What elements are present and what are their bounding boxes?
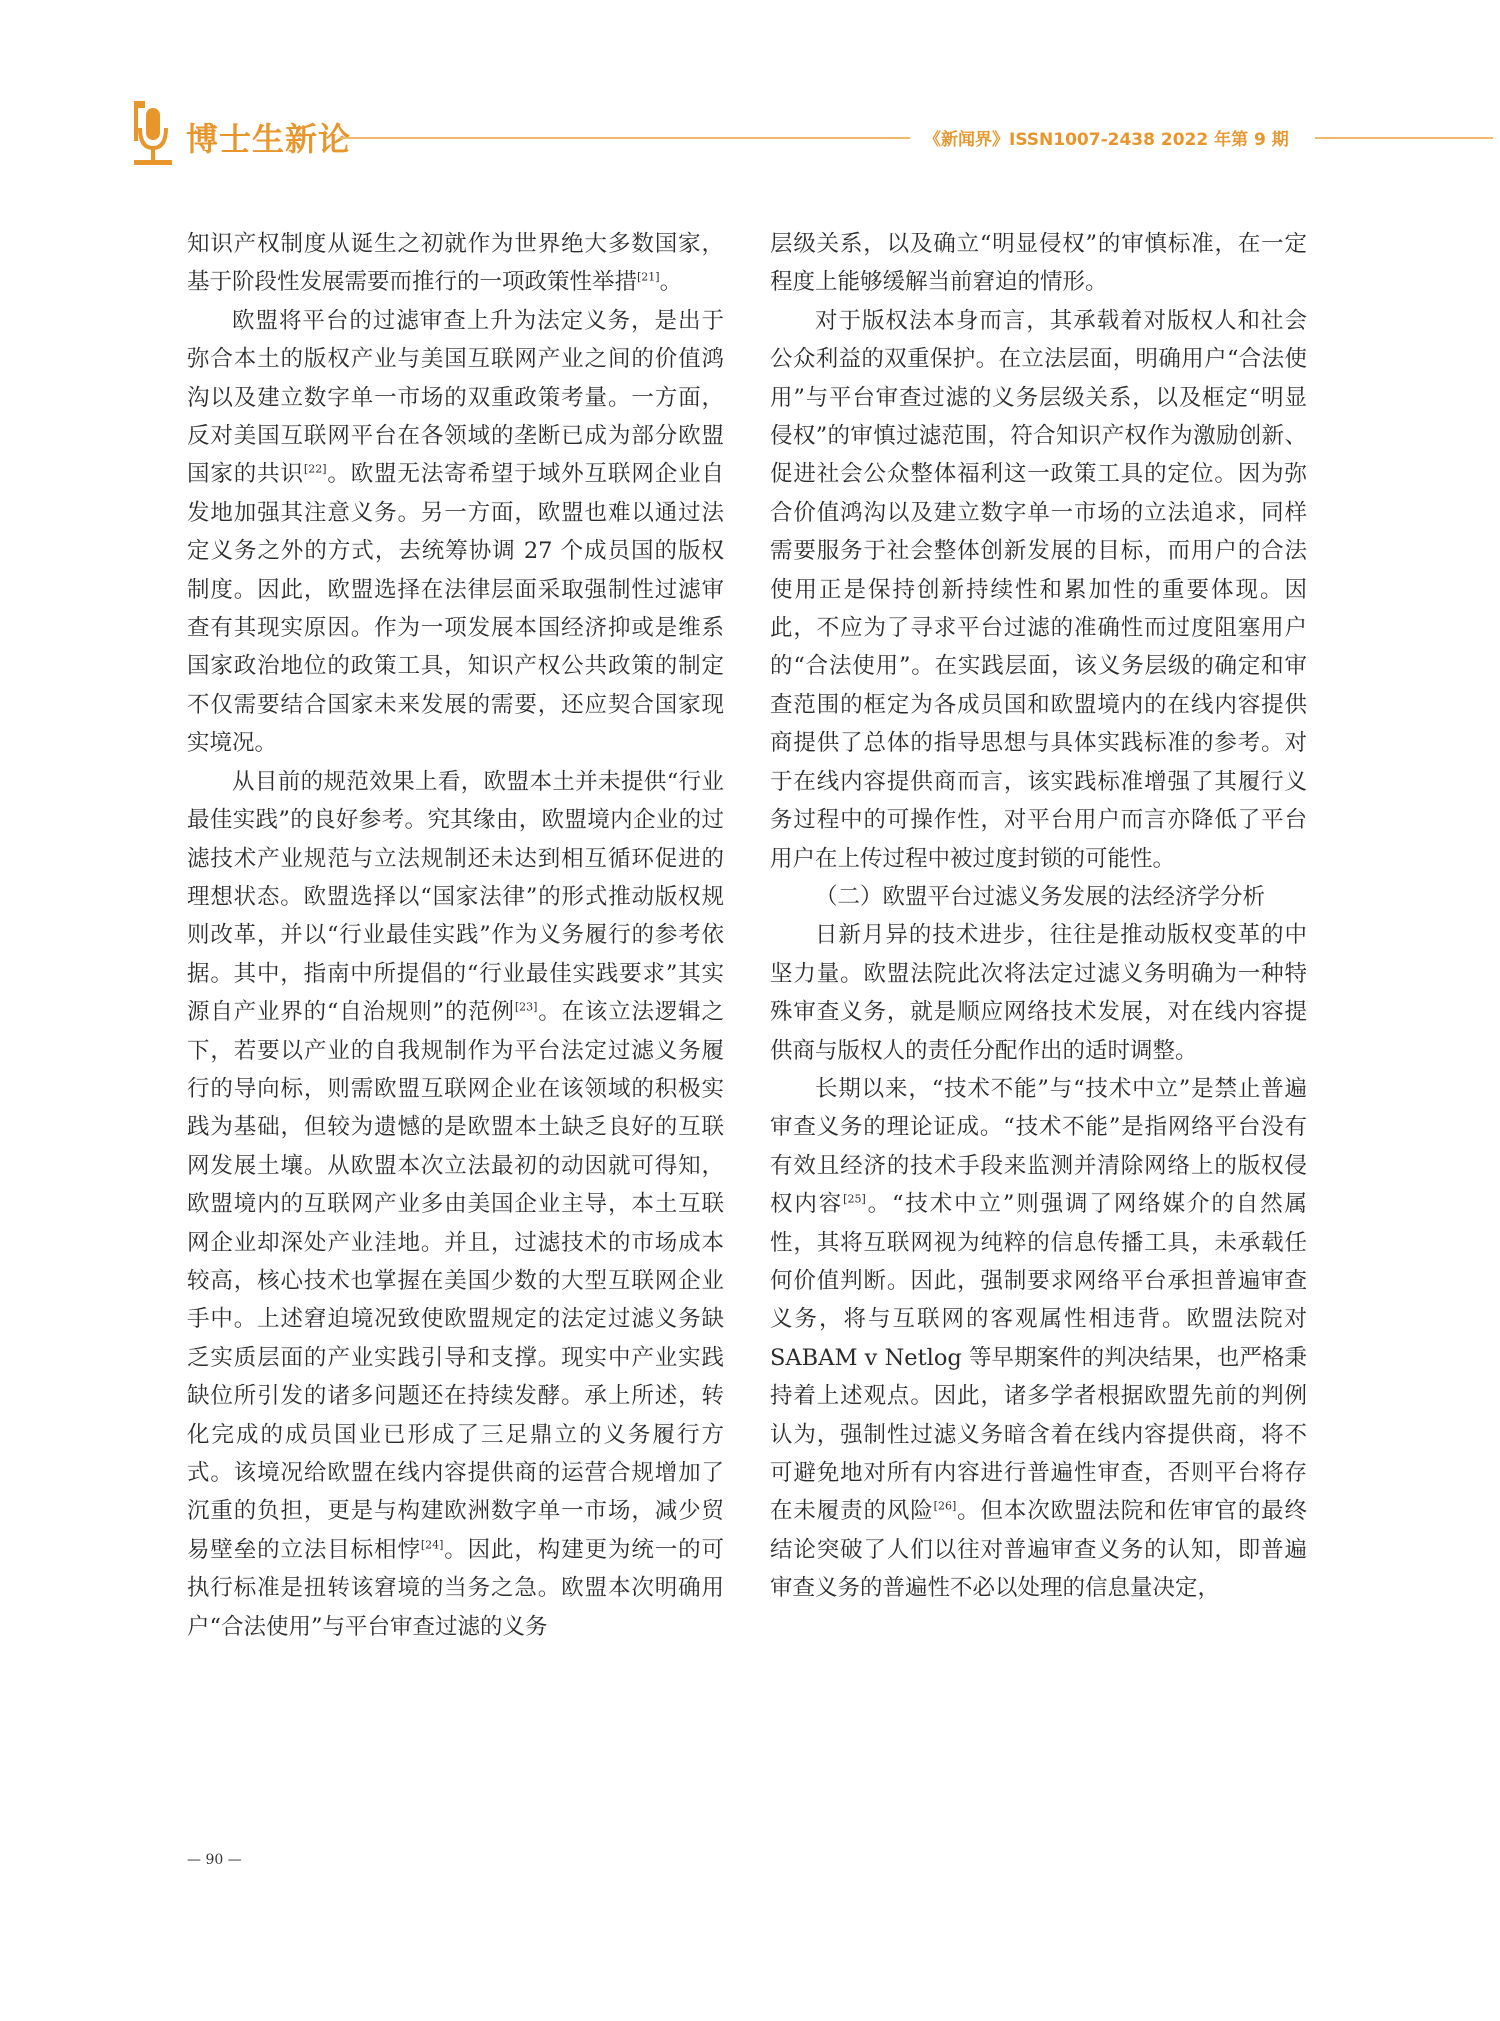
right-text-column bbox=[770, 225, 1307, 1608]
citation-marker: [24] bbox=[420, 1538, 444, 1552]
microphone-logo-icon bbox=[130, 98, 176, 170]
paragraph-text: 日新月异的技术进步，往往是推动版权变革的中坚力量。欧盟法院此次将法定过滤义务明确为一种特殊审查义务，就是顺应网络技术发展，对在线内容提供商与版权人的责任分配作出的适时调整。 bbox=[770, 922, 1307, 1064]
left-text-column bbox=[187, 225, 724, 1646]
citation-marker: [23] bbox=[514, 1000, 538, 1014]
paragraph-text: 长期以来，“技术不能”与“技术中立”是禁止普遍审查义务的理论证成。“技术不能”是指网络平台没有有效且经济的技术手段来监测并清除网络上的版权侵权内容 bbox=[770, 1075, 1307, 1218]
paragraph-text: 知识产权制度从诞生之初就作为世界绝大多数国家，基于阶段性发展需要而推行的一项政策性举措 bbox=[187, 231, 724, 296]
header-rule-left bbox=[340, 137, 910, 139]
paragraph-text: 对于版权法本身而言，其承载着对版权人和社会公众利益的双重保护。在立法层面，明确用户“合法使用”与平台审查过滤的义务层级关系，以及框定“明显侵权”的审慎过滤范围，符合知识产权作为激励创新、促进社会公众整体福利这一政策工具的定位。因为弥合价值鸿沟以及建立数字单一市场的立法追求，同样需要服务于社会整体创新发展的目标，而用户的合法使用正是保持创新持续性和累加性的重要体现。因此，不应为了寻求平台过滤的准确性而过度阻塞用户的“合法使用”。在实践层面，该义务层级的确定和审查范围的框定为各成员国和欧盟境内的在线内容提供商提供了总体的指导思想与具体实践标准的参考。对于在线内容提供商而言，该实践标准增强了其履行义务过程中的可操作性，对平台用户而言亦降低了平台用户在上传过程中被过度封锁的可能性。 bbox=[770, 307, 1307, 872]
body-paragraph bbox=[770, 1070, 1307, 1608]
paragraph-text: （二）欧盟平台过滤义务发展的法经济学分析 bbox=[815, 883, 1266, 910]
journal-info: 《新闻界》ISSN1007-2438 2022 年第 9 期 bbox=[924, 130, 1289, 150]
body-paragraph bbox=[770, 302, 1307, 878]
body-paragraph bbox=[770, 916, 1307, 1070]
header-rule-right bbox=[1315, 137, 1493, 139]
body-paragraph bbox=[770, 225, 1307, 302]
paragraph-text: 。 bbox=[659, 269, 683, 296]
body-paragraph bbox=[770, 878, 1307, 916]
body-paragraph bbox=[187, 225, 724, 302]
paragraph-text: 。因此，构建更为统一的可执行标准是扭转该窘境的当务之急。欧盟本次明确用户“合法使用”与平台审查过滤的义务 bbox=[187, 1536, 724, 1640]
paragraph-text: 。“技术中立”则强调了网络媒介的自然属性，其将互联网视为纯粹的信息传播工具，未承载任何价值判断。因此，强制要求网络平台承担普遍审查义务，将与互联网的客观属性相违背。欧盟法院对 SABAM v Netlog 等早期案件的判决结果，也严格秉持着上述观点。因此，诸多学者根据欧盟先前的判例认为，强制性过滤义务暗含着在线内容提供商，将不可避免地对所有内容进行普遍性审查，否则平台将存在未履责的风险 bbox=[770, 1191, 1307, 1525]
paragraph-text: 。欧盟无法寄希望于域外互联网企业自发地加强其注意义务。另一方面，欧盟也难以通过法定义务之外的方式，去统筹协调 27 个成员国的版权制度。因此，欧盟选择在法律层面采取强制性过滤审查有其现实原因。作为一项发展本国经济抑或是维系国家政治地位的政策工具，知识产权公共政策的制定不仅需要结合国家未来发展的需要，还应契合国家现实境况。 bbox=[187, 461, 724, 757]
paragraph-text: 欧盟将平台的过滤审查上升为法定义务，是出于弥合本土的版权产业与美国互联网产业之间的价值鸿沟以及建立数字单一市场的双重政策考量。一方面，反对美国互联网平台在各领域的垄断已成为部分欧盟国家的共识 bbox=[187, 307, 724, 488]
citation-marker: [21] bbox=[637, 270, 660, 284]
paragraph-text: 。但本次欧盟法院和佐审官的最终结论突破了人们以往对普遍审查义务的认知，即普遍审查义务的普遍性不必以处理的信息量决定， bbox=[770, 1498, 1307, 1602]
page-number: — 90 — bbox=[187, 1852, 242, 1868]
paragraph-text: 层级关系，以及确立“明显侵权”的审慎标准，在一定程度上能够缓解当前窘迫的情形。 bbox=[770, 231, 1307, 296]
citation-marker: [26] bbox=[933, 1499, 957, 1513]
citation-marker: [22] bbox=[303, 462, 327, 476]
body-paragraph bbox=[187, 763, 724, 1646]
paragraph-text: 。在该立法逻辑之下，若要以产业的自我规制作为平台法定过滤义务履行的导向标，则需欧盟互联网企业在该领域的积极实践为基础，但较为遗憾的是欧盟本土缺乏良好的互联网发展土壤。从欧盟本次立法最初的动因就可得知，欧盟境内的互联网产业多由美国企业主导，本土互联网企业却深处产业洼地。并且，过滤技术的市场成本较高，核心技术也掌握在美国少数的大型互联网企业手中。上述窘迫境况致使欧盟规定的法定过滤义务缺乏实质层面的产业实践引导和支撑。现实中产业实践缺位所引发的诸多问题还在持续发酵。承上所述，转化完成的成员国业已形成了三足鼎立的义务履行方式。该境况给欧盟在线内容提供商的运营合规增加了沉重的负担，更是与构建欧洲数字单一市场，减少贸易壁垒的立法目标相悖 bbox=[187, 999, 724, 1563]
body-paragraph bbox=[187, 302, 724, 763]
citation-marker: [25] bbox=[843, 1192, 866, 1206]
column-title: 博士生新论 bbox=[186, 120, 352, 158]
paragraph-text: 从目前的规范效果上看，欧盟本土并未提供“行业最佳实践”的良好参考。究其缘由，欧盟境内企业的过滤技术产业规范与立法规制还未达到相互循环促进的理想状态。欧盟选择以“国家法律”的形式推动版权规则改革，并以“行业最佳实践”作为义务履行的参考依据。其中，指南中所提倡的“行业最佳实践要求”其实源自产业界的“自治规则”的范例 bbox=[187, 768, 724, 1026]
